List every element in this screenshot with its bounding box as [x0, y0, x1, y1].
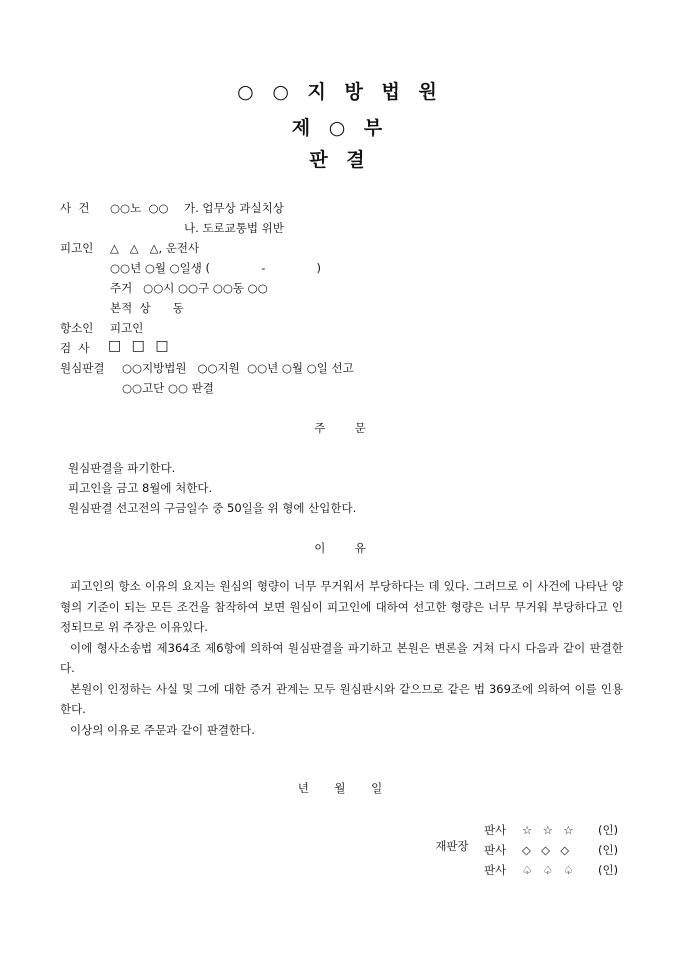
original-judgment-value-1: ○○지방법원 ○○지원 ○○년 ○월 ○일 선고: [122, 361, 354, 375]
original-judgment-label: 원심판결: [60, 361, 105, 375]
reason-paragraph-2: 이에 형사소송법 제364조 제6항에 의하여 원심판결을 파기하고 본원은 변론을 거쳐 다시 다음과 같이 판결한다.: [60, 640, 623, 675]
judge-seal-3: (인): [598, 863, 619, 877]
prosecutor-label: 검 사: [60, 341, 90, 355]
judge-name-2: ◇ ◇ ◇: [522, 843, 571, 857]
judge-title-2: 판사: [484, 843, 507, 857]
reason-body: [60, 576, 623, 740]
defendant-domicile: 본적 상 동: [110, 301, 184, 315]
judge-title-1: 판사: [484, 823, 507, 837]
reason-paragraph-1: 피고인의 항소 이유의 요지는 원심의 형량이 너무 무거워서 부당하다는 데 있다. 그러므로 이 사건에 나타난 양형의 기준이 되는 모든 조건을 참작하여 보면 원심이 피고인에 대하여 선고한 형량은 너무 무거워 부당하다고 인정되므로 위 주장은 이유있다.: [60, 579, 623, 634]
case-number: ○○노 ○○: [110, 201, 169, 215]
judge-name-3: ♤ ♤ ♤: [522, 863, 575, 877]
prosecutor-value: □ □ □: [108, 338, 172, 354]
case-charge-1: 가. 업무상 과실치상: [184, 201, 284, 215]
reason-paragraph-4: 이상의 이유로 주문과 같이 판결한다.: [70, 722, 255, 737]
defendant-name: △ △ △, 운전사: [110, 241, 200, 255]
reason-paragraph-3: 본원이 인정하는 사실 및 그에 대한 증거 관계는 모두 원심판시와 같으므로 같은 법 369조에 의하여 이를 인용한다.: [60, 681, 623, 716]
appellant-label: 항소인: [60, 321, 94, 335]
court-name: ○ ○ 지 방 법 원: [237, 81, 443, 103]
reason-heading: 이 유: [314, 541, 366, 555]
order-line-1: 원심판결을 파기한다.: [68, 461, 176, 475]
judge-name-1: ☆ ☆ ☆: [522, 823, 575, 837]
defendant-birth: ○○년 ○월 ○일생 ( - ): [110, 261, 322, 275]
division-name: 제 ○ 부: [291, 117, 389, 139]
defendant-residence: 주거 ○○시 ○○구 ○○동 ○○: [110, 281, 268, 295]
order-line-2: 피고인을 금고 8월에 처한다.: [68, 481, 213, 495]
original-judgment-value-2: ○○고단 ○○ 판결: [122, 381, 214, 395]
signature-row-1: [428, 822, 469, 854]
case-charge-2: 나. 도로교통법 위반: [184, 221, 284, 235]
order-line-3: 원심판결 선고전의 구금일수 중 50일을 위 형에 산입한다.: [68, 501, 357, 515]
presiding-judge-role: 재판장: [435, 839, 469, 853]
judge-title-3: 판사: [484, 863, 507, 877]
document-type: 판 결: [309, 149, 371, 171]
judge-seal-1: (인): [598, 823, 619, 837]
judge-seal-2: (인): [598, 843, 619, 857]
judgment-date: 년 월 일: [297, 781, 383, 795]
case-label: 사 건: [60, 201, 90, 215]
appellant-value: 피고인: [110, 321, 144, 335]
order-heading: 주 문: [314, 421, 366, 435]
defendant-label: 피고인: [60, 241, 94, 255]
